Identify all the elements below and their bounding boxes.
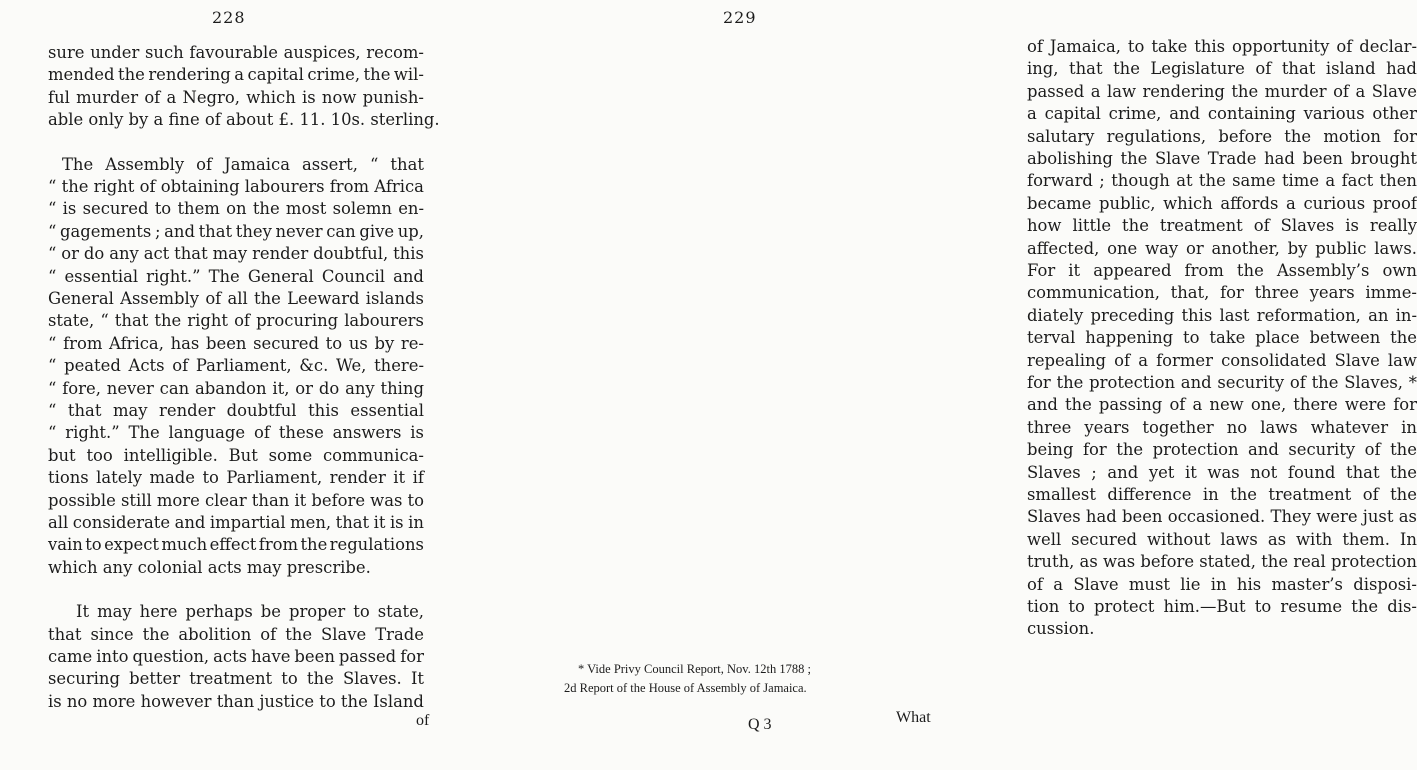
page-number: 229 xyxy=(723,8,757,27)
text-line: all considerate and impartial men, that it is in xyxy=(48,513,424,532)
text-line: Slaves ; and yet it was not found that the xyxy=(1027,462,1417,482)
text-line: able only by a fine of about £. 11. 10s. sterling. xyxy=(48,110,440,130)
text-line: “ fore, never can abandon it, or do any thing xyxy=(48,378,424,398)
text-line: diately preceding this last reformation, an in- xyxy=(1027,305,1417,325)
text-line: For it appeared from the Assembly’s own xyxy=(1027,261,1417,280)
text-line: tion to protect him.—But to resume the dis- xyxy=(1027,597,1417,616)
text-line: state, “ that the right of procuring labourers xyxy=(48,311,424,331)
text-line: came into question, acts have been passed for xyxy=(48,647,424,666)
text-line: abolishing the Slave Trade had been brought xyxy=(1027,149,1417,168)
text-line: truth, as was before stated, the real protection xyxy=(1027,552,1417,572)
text-line: “ right.” The language of these answers is xyxy=(48,423,424,443)
text-line: “ the right of obtaining labourers from Africa xyxy=(48,177,424,196)
text-line: mended the rendering a capital crime, the wil- xyxy=(48,65,424,85)
text-line: three years together no laws whatever in xyxy=(1027,417,1417,437)
text-line: “ from Africa, has been secured to us by re- xyxy=(48,333,424,353)
text-line: smallest difference in the treatment of the xyxy=(1027,485,1417,504)
text-line: salutary regulations, before the motion for xyxy=(1027,126,1417,146)
text-line: affected, one way or another, by public laws. xyxy=(1027,238,1417,258)
footnote-line: * Vide Privy Council Report, Nov. 12th 1788 ; xyxy=(578,662,811,676)
signature-mark: Q 3 xyxy=(748,716,772,733)
text-line: General Assembly of all the Leeward islands xyxy=(48,289,424,308)
text-line: well secured without laws as with them. In xyxy=(1027,529,1417,549)
text-line: “ or do any act that may render doubtful, this xyxy=(48,244,424,264)
text-line: securing better treatment to the Slaves. It xyxy=(48,669,424,689)
text-line: passed a law rendering the murder of a Slave xyxy=(1027,81,1417,101)
text-line: being for the protection and security of the xyxy=(1027,440,1417,460)
catchword: What xyxy=(896,709,931,726)
text-line: The Assembly of Jamaica assert, “ that xyxy=(62,154,424,174)
text-line: “ is secured to them on the most solemn en- xyxy=(48,199,424,219)
text-line: communication, that, for three years imme- xyxy=(1027,283,1417,303)
text-line: repealing of a former consolidated Slave law xyxy=(1027,350,1417,370)
text-line: is no more however than justice to the Island xyxy=(48,691,424,711)
catchword: of xyxy=(416,712,430,729)
page-number: 228 xyxy=(212,8,246,27)
text-line: sure under such favourable auspices, recom- xyxy=(48,43,424,62)
text-line: how little the treatment of Slaves is really xyxy=(1027,216,1417,236)
text-line: “ that may render doubtful this essential xyxy=(48,401,424,420)
text-line: for the protection and security of the Slaves, * xyxy=(1027,373,1417,392)
footnote-line: 2d Report of the House of Assembly of Jamaica. xyxy=(564,681,807,695)
text-line: It may here perhaps be proper to state, xyxy=(76,602,424,622)
text-line: became public, which affords a curious proof xyxy=(1027,193,1417,213)
text-line: a capital crime, and containing various other xyxy=(1027,104,1417,124)
text-line: “ gagements ; and that they never can give up, xyxy=(48,221,424,241)
text-line: ing, that the Legislature of that island had xyxy=(1027,59,1417,79)
text-line: that since the abolition of the Slave Trade xyxy=(48,624,424,644)
text-line: and the passing of a new one, there were for xyxy=(1027,395,1417,415)
text-line: which any colonial acts may prescribe. xyxy=(48,557,371,577)
text-line: but too intelligible. But some communica- xyxy=(48,445,424,465)
text-line: “ peated Acts of Parliament, &c. We, there- xyxy=(48,356,424,376)
text-line: “ essential right.” The General Council and xyxy=(48,266,424,286)
text-line: possible still more clear than it before was to xyxy=(48,490,424,510)
right-page xyxy=(480,0,1417,770)
left-page xyxy=(0,0,480,770)
text-line: terval happening to take place between the xyxy=(1027,328,1417,348)
text-line: of a Slave must lie in his master’s disposi- xyxy=(1027,574,1417,594)
text-line: ful murder of a Negro, which is now punish- xyxy=(48,87,424,107)
text-line: forward ; though at the same time a fact then xyxy=(1027,171,1417,191)
text-line: Slaves had been occasioned. They were just as xyxy=(1027,507,1417,527)
text-line: vain to expect much effect from the regulations xyxy=(48,535,424,555)
text-line: cussion. xyxy=(1027,619,1095,639)
text-line: of Jamaica, to take this opportunity of declar- xyxy=(1027,37,1417,56)
text-line: tions lately made to Parliament, render it if xyxy=(48,468,424,488)
